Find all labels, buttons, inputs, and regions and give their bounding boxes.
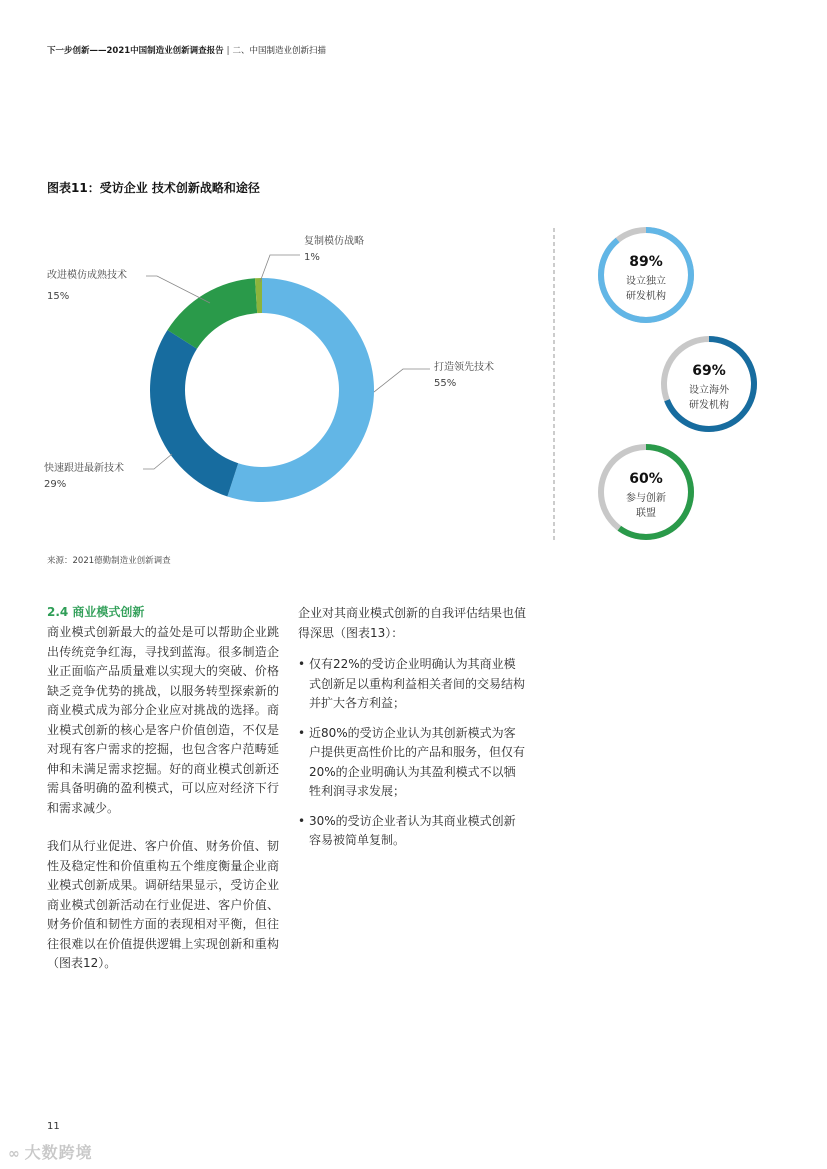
watermark-text: 大数跨境 xyxy=(24,1143,93,1162)
leader-leading xyxy=(374,369,430,392)
value-improve-mature: 15% xyxy=(47,291,70,302)
label-fast-follow: 快速跟进最新技术 xyxy=(44,463,124,474)
leader-follow xyxy=(143,454,172,469)
ring-innovation-alliance-label-line2: 联盟 xyxy=(636,508,656,519)
left-column xyxy=(47,604,279,974)
section-title: 2.4 商业模式创新 xyxy=(47,605,145,619)
header-section: 二、中国制造业创新扫描 xyxy=(232,46,327,56)
donut-chart xyxy=(150,278,374,502)
ring-overseas-rd-label-line2: 研发机构 xyxy=(689,400,729,411)
progress-rings xyxy=(601,230,754,537)
label-leading-tech: 打造领先技术 xyxy=(434,362,494,373)
page-number: 11 xyxy=(47,1121,60,1132)
right-intro: 企业对其商业模式创新的自我评估结果也值得深思（图表13）： xyxy=(298,606,527,640)
ring-innovation-alliance-value: 60% xyxy=(629,471,663,487)
chart-svg xyxy=(0,0,827,560)
ring-independent-rd-value: 89% xyxy=(629,254,663,270)
value-leading-tech: 55% xyxy=(434,378,457,389)
ring-innovation-alliance-label-line1: 参与创新 xyxy=(626,493,666,504)
slice-improve-mature xyxy=(167,278,257,349)
paragraph-2: 我们从行业促进、客户价值、财务价值、韧性及稳定性和价值重构五个维度衡量企业商业模式创新成果。调研结果显示，受访企业商业模式创新活动在行业促进、客户价值、财务价值和韧性方面的表现相对平衡，但往往很难以在价值提供逻辑上实现创新和重构（图表12）。 xyxy=(47,839,279,970)
chart-title: 图表11：受访企业 技术创新战略和途径 xyxy=(47,181,260,195)
bullet-item: • 30%的受访企业者认为其商业模式创新容易被简单复制。 xyxy=(298,812,526,851)
bullet-item: • 仅有22%的受访企业明确认为其商业模式创新足以重构利益相关者间的交易结构并扩大各方利益； xyxy=(298,655,526,714)
label-improve-mature: 改进模仿成熟技术 xyxy=(47,270,127,281)
chart-source: 来源：2021德勤制造业创新调查 xyxy=(47,556,171,566)
header-separator: | xyxy=(226,46,230,56)
ring-independent-rd-progress xyxy=(601,230,691,320)
leader-copy xyxy=(260,255,300,282)
watermark xyxy=(8,1140,93,1163)
ring-independent-rd-label-line1: 设立独立 xyxy=(626,276,666,287)
label-copy-strategy: 复制模仿战略 xyxy=(304,236,364,247)
bullet-list xyxy=(298,655,526,851)
ring-independent-rd-label-line2: 研发机构 xyxy=(626,291,666,302)
watermark-logo-icon: ∞ xyxy=(8,1146,21,1162)
value-fast-follow: 29% xyxy=(44,479,67,490)
slice-fast-follow xyxy=(150,330,238,497)
bullet-item: • 近80%的受访企业认为其创新模式为客户提供更高性价比的产品和服务，但仅有20%的企业明确认为其盈利模式不以牺牲利润寻求发展； xyxy=(298,724,526,802)
report-title: 下一步创新——2021中国制造业创新调查报告 xyxy=(47,46,224,56)
right-column xyxy=(298,604,526,861)
paragraph-1: 商业模式创新最大的益处是可以帮助企业跳出传统竞争红海，寻找到蓝海。很多制造企业正面临产品质量难以实现大的突破、价格缺乏竞争优势的挑战，以服务转型探索新的商业模式成为部分企业应对挑战的选择。商业模式创新的核心是客户价值创造，不仅是对现有客户需求的挖掘，也包含客户范畴延伸和未满足需求挖掘。好的商业模式创新还需具备明确的盈利模式，可以应对经济下行和需求减少。 xyxy=(47,625,279,815)
value-copy-strategy: 1% xyxy=(304,252,320,263)
ring-overseas-rd-value: 69% xyxy=(692,363,726,379)
ring-overseas-rd-label-line1: 设立海外 xyxy=(689,385,729,396)
